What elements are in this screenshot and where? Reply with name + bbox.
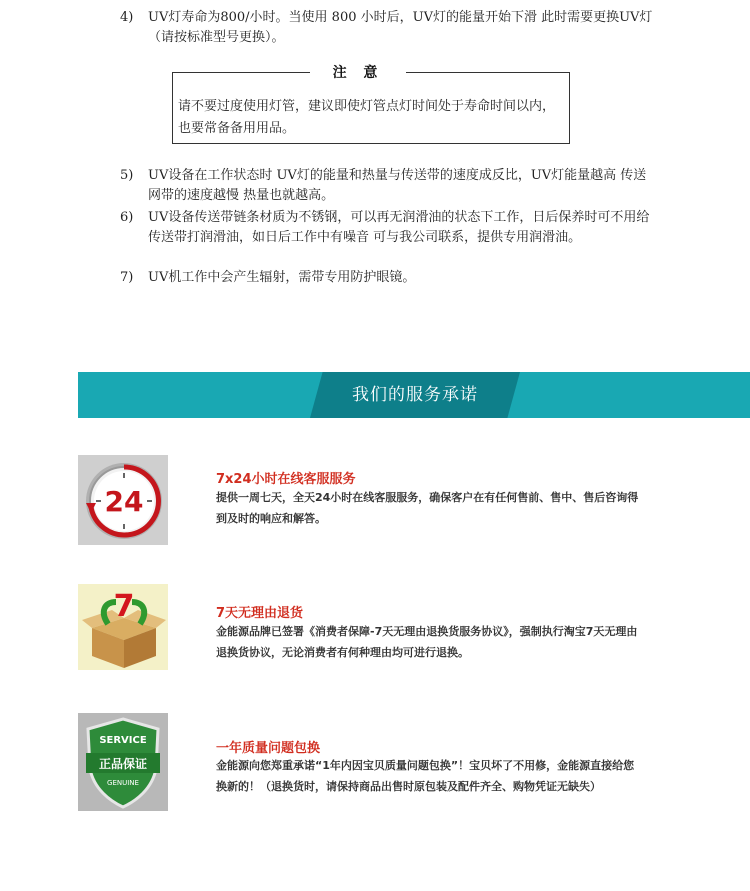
- service-desc: 金能源品牌已签署《消费者保障-7天无理由退换货服务协议》，强制执行淘宝7天无理由退换货协议，无论消费者有何种理由均可进行退换。: [216, 625, 638, 659]
- service-title: 一年质量问题包换: [216, 741, 321, 756]
- svg-text:GENUINE: GENUINE: [107, 779, 139, 787]
- service-title: 7x24小时在线客服服务: [216, 472, 356, 487]
- item-number: 6): [120, 210, 134, 225]
- note-text: 请不要过度使用灯管，建议即使灯管点灯时间处于寿命时间以内，也要常备备用用品。: [178, 99, 556, 136]
- service-title: 7天无理由退货: [216, 606, 304, 621]
- genuine-shield-icon: [78, 713, 168, 811]
- item-text: UV灯寿命为800/小时。当使用 800 小时后，UV灯的能量开始下滑 此时需要更换UV灯（请按标准型号更换）。: [148, 10, 653, 45]
- item-number: 7): [120, 270, 134, 285]
- service-desc: 金能源向您郑重承诺“1年内因宝贝质量问题包换”！宝贝坏了不用修，金能源直接给您换新的！（退换货时，请保持商品出售时原包装及配件齐全、购物凭证无缺失）: [216, 759, 635, 793]
- note-title: 注 意: [310, 62, 406, 82]
- svg-text:24: 24: [104, 485, 144, 518]
- item-number: 5): [120, 168, 134, 183]
- service-desc: 提供一周七天，全天24小时在线客服服务，确保客户在有任何售前、售中、售后咨询得到及时的响应和解答。: [216, 491, 639, 525]
- item-text: UV机工作中会产生辐射，需带专用防护眼镜。: [148, 270, 416, 285]
- item-text: UV设备在工作状态时 UV灯的能量和热量与传送带的速度成反比，UV灯能量越高 传送网带的速度越慢 热量也就越高。: [148, 168, 647, 203]
- return-box-icon: [78, 584, 168, 670]
- svg-text:7: 7: [113, 589, 135, 624]
- item-text: UV设备传送带链条材质为不锈钢，可以再无润滑油的状态下工作，日后保养时可不用给传送带打润滑油，如日后工作中有噪音 可与我公司联系，提供专用润滑油。: [148, 210, 650, 245]
- item-number: 4): [120, 10, 134, 25]
- svg-text:正品保证: 正品保证: [98, 757, 148, 771]
- svg-text:SERVICE: SERVICE: [99, 735, 147, 746]
- services-banner-title: 我们的服务承诺: [352, 385, 478, 405]
- clock-24-icon: [78, 455, 168, 545]
